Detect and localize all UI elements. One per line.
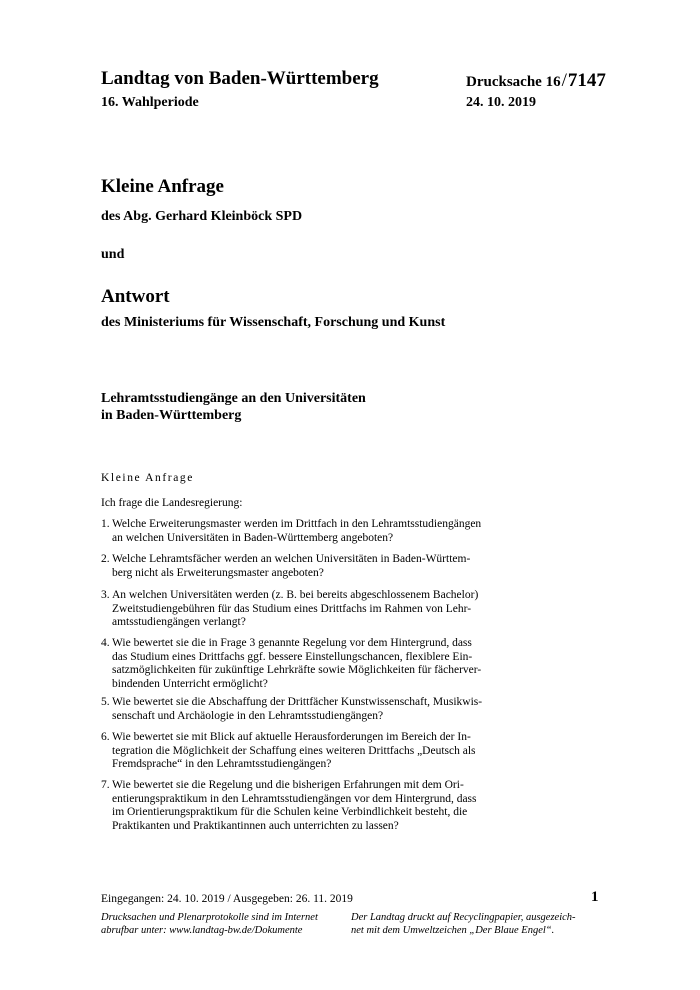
footer-line: Der Landtag druckt auf Recyclingpapier, ausgezeich- [351, 912, 576, 923]
footer-recycling-note [351, 912, 576, 937]
question-item [101, 731, 491, 772]
question-line: entierungspraktikum in den Lehramtsstudiengängen vor dem Hintergrund, dass [112, 792, 477, 805]
question-line: Wie bewertet sie die Abschaffung der Drittfächer Kunstwissenschaft, Musikwis- [112, 696, 483, 708]
question-number: 7. [101, 779, 110, 791]
legislative-period: 16. Wahlperiode [101, 95, 199, 110]
question-item [101, 637, 491, 691]
question-item [101, 518, 491, 545]
answer-heading: Antwort [101, 286, 170, 307]
question-item [101, 696, 491, 723]
drucksache-label [466, 70, 606, 92]
inquiry-intro: Ich frage die Landesregierung: [101, 497, 243, 509]
question-number: 4. [101, 637, 110, 649]
answer-author: des Ministeriums für Wissenschaft, Forschung und Kunst [101, 315, 446, 330]
parliament-name: Landtag von Baden-Württemberg [101, 68, 379, 89]
question-number: 2. [101, 553, 110, 565]
question-line: Wie bewertet sie die Regelung und die bisherigen Erfahrungen mit dem Ori- [112, 779, 464, 791]
question-text [112, 553, 491, 580]
question-number: 6. [101, 731, 110, 743]
footer-line: Drucksachen und Plenarprotokolle sind im Internet [101, 912, 318, 923]
question-item [101, 589, 491, 630]
document-topic [101, 390, 366, 424]
inquiry-author: des Abg. Gerhard Kleinböck SPD [101, 209, 303, 224]
question-line: Wie bewertet sie mit Blick auf aktuelle Herausforderungen im Bereich der In- [112, 731, 471, 743]
question-line: im Orientierungspraktikum für die Schulen keine Verbindlichkeit besteht, die [112, 806, 468, 819]
conjunction: und [101, 247, 125, 262]
footer-line: abrufbar unter: www.landtag-bw.de/Dokumente [101, 924, 303, 936]
inquiry-heading: Kleine Anfrage [101, 176, 224, 197]
question-line: Zweitstudiengebühren für das Studium eines Drittfachs im Rahmen von Lehr- [112, 602, 472, 615]
question-line: Welche Lehramtsfächer werden an welchen Universitäten in Baden-Württem- [112, 553, 471, 565]
question-text [112, 589, 491, 630]
question-line: an welchen Universitäten in Baden-Württemberg angeboten? [112, 531, 394, 544]
topic-line: in Baden-Württemberg [101, 408, 242, 423]
question-line: Fremdsprache“ in den Lehramtsstudiengängen? [112, 758, 332, 771]
question-line: tegration die Möglichkeit der Schaffung eines weiteren Drittfachs „Deutsch als [112, 744, 476, 757]
question-text [112, 696, 491, 723]
question-line: Welche Erweiterungsmaster werden im Drittfach in den Lehramtsstudiengängen [112, 518, 482, 530]
topic-line: Lehramtsstudiengänge an den Universitäten [101, 391, 366, 406]
question-number: 1. [101, 518, 110, 530]
question-line: das Studium eines Drittfachs ggf. bessere Einstellungschancen, flexiblere Ein- [112, 650, 473, 663]
footer-line: net mit dem Umweltzeichen „Der Blaue Engel“. [351, 924, 555, 936]
question-text [112, 779, 491, 833]
question-line: Wie bewertet sie die in Frage 3 genannte Regelung vor dem Hintergrund, dass [112, 637, 472, 649]
question-text [112, 637, 491, 691]
drucksache-number: 7147 [567, 70, 606, 91]
page-number: 1 [591, 889, 599, 905]
footer-internet-note [101, 912, 318, 937]
question-line: Praktikanten und Praktikantinnen auch unterrichten zu lassen? [112, 819, 399, 832]
question-line: senschaft und Archäologie in den Lehramtsstudiengängen? [112, 709, 384, 722]
question-number: 3. [101, 589, 110, 601]
question-line: amtsstudiengängen verlangt? [112, 616, 246, 629]
question-item [101, 779, 491, 833]
question-text [112, 731, 491, 772]
received-issued-dates: Eingegangen: 24. 10. 2019 / Ausgegeben: 26. 11. 2019 [101, 893, 353, 905]
drucksache-separator: / [561, 70, 567, 91]
section-label: Kleine Anfrage [101, 472, 194, 484]
question-line: bindenden Unterricht ermöglicht? [112, 677, 268, 690]
question-item [101, 553, 491, 580]
drucksache-prefix: Drucksache 16 [466, 74, 561, 90]
question-number: 5. [101, 696, 110, 708]
question-line: berg nicht als Erweiterungsmaster angeboten? [112, 566, 324, 579]
question-line: An welchen Universitäten werden (z. B. bei bereits abgeschlossenem Bachelor) [112, 589, 479, 601]
question-line: satzmöglichkeiten für zukünftige Lehrkräfte sowie Möglichkeiten für fächerver- [112, 664, 482, 677]
question-text [112, 518, 491, 545]
document-date: 24. 10. 2019 [466, 95, 536, 110]
